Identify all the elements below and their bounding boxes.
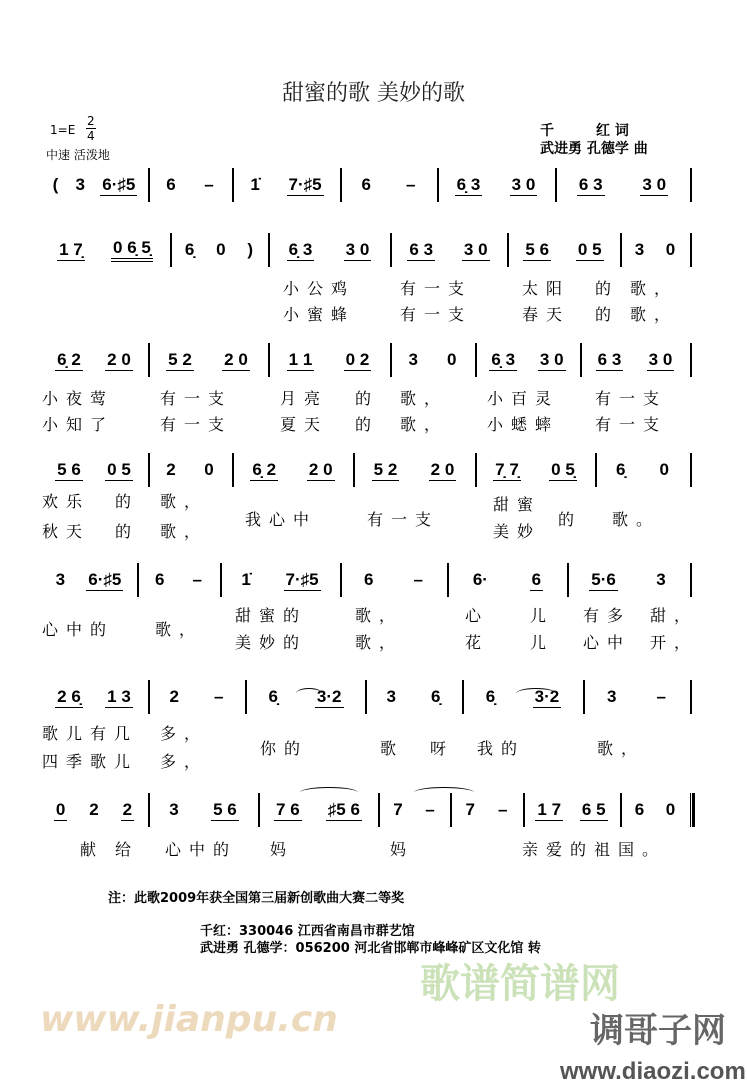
lyric-syllables: 的 bbox=[595, 279, 620, 298]
note-group: 6 3 bbox=[578, 174, 603, 194]
note-group: 6̣ 3 bbox=[491, 349, 516, 369]
measure bbox=[174, 233, 264, 267]
note-group: – bbox=[192, 570, 202, 589]
lyric-syllables: 心中 bbox=[583, 633, 632, 652]
barline bbox=[690, 168, 692, 202]
measure bbox=[44, 793, 144, 827]
measure bbox=[152, 343, 264, 377]
lyric-syllables: 甜蜜 bbox=[493, 495, 542, 514]
barline bbox=[137, 563, 139, 597]
lyric-syllables: 歌， bbox=[400, 415, 449, 434]
lyric-syllables: 美妙 bbox=[493, 522, 542, 541]
note-group: 0 bbox=[665, 240, 676, 259]
barline bbox=[268, 343, 270, 377]
note-group: 3 0 bbox=[539, 349, 564, 369]
song-title: 甜蜜的歌 美妙的歌 bbox=[282, 81, 465, 106]
barline bbox=[232, 453, 234, 487]
measure bbox=[527, 793, 616, 827]
barline bbox=[232, 168, 234, 202]
note-group: 7·♯5 bbox=[288, 174, 322, 194]
lyric-syllables: 的 bbox=[115, 522, 140, 541]
barline bbox=[620, 233, 622, 267]
note-group: 3 bbox=[607, 687, 617, 706]
lyric-syllables: 亲爱的祖国。 bbox=[522, 840, 667, 859]
lyric-syllables: 呀 bbox=[430, 739, 455, 758]
lyric-syllables: 的 bbox=[355, 415, 380, 434]
barline bbox=[462, 680, 464, 714]
lyric-syllables: 有一支 bbox=[400, 305, 473, 324]
barline bbox=[148, 343, 150, 377]
barline bbox=[353, 453, 355, 487]
barline bbox=[268, 233, 270, 267]
lyric-syllables: 心中的 bbox=[42, 620, 115, 639]
lyric-syllables: 小知了 bbox=[42, 415, 115, 434]
note-group: 5 6 bbox=[525, 239, 550, 259]
measure bbox=[441, 168, 551, 202]
watermark-site-url: www.diaozi.com bbox=[560, 1058, 746, 1085]
lyric-syllables: 有一支 bbox=[367, 510, 440, 529]
note-group: 2 0 bbox=[430, 459, 455, 479]
barline bbox=[148, 168, 150, 202]
note-group: 0 2 bbox=[345, 349, 370, 369]
measure bbox=[44, 680, 144, 714]
lyric-syllables: 歌， bbox=[597, 739, 646, 758]
lyric-syllables: 有一支 bbox=[160, 415, 233, 434]
note-group: 6̣ 2 bbox=[57, 349, 81, 369]
lyric-syllables: 多， bbox=[160, 752, 209, 771]
lyric-syllables: 歌， bbox=[630, 279, 679, 298]
measure bbox=[44, 453, 144, 487]
lyricist-credit: 千 红 词 bbox=[540, 123, 629, 139]
note-group: 0 bbox=[55, 799, 66, 819]
note-group: 6 3 bbox=[409, 239, 434, 259]
address-lyricist: 千红：330046 江西省南昌市群艺馆 bbox=[200, 924, 415, 939]
lyric-syllables: 春天 bbox=[522, 305, 571, 324]
barline bbox=[690, 680, 692, 714]
barline bbox=[475, 453, 477, 487]
lyric-syllables: 歌， bbox=[355, 606, 404, 625]
note-group: 6̣ bbox=[268, 687, 278, 706]
note-group: 7 bbox=[465, 800, 475, 819]
measure bbox=[272, 343, 386, 377]
watermark-site-logo: 调哥子网 bbox=[590, 1011, 726, 1051]
note-group: 6·♯5 bbox=[102, 174, 136, 194]
note-group: 1̇ bbox=[241, 570, 251, 589]
lyric-syllables: 歌。 bbox=[612, 510, 661, 529]
slur-tie bbox=[414, 787, 474, 798]
barline bbox=[690, 563, 692, 597]
barline bbox=[170, 233, 172, 267]
tempo-marking: 中速 活泼地 bbox=[46, 148, 110, 162]
note-group: 3·2 bbox=[534, 686, 560, 706]
barline bbox=[690, 453, 692, 487]
lyric-syllables: 花 bbox=[465, 633, 490, 652]
note-group: 2 0 bbox=[224, 349, 248, 369]
barline bbox=[567, 563, 569, 597]
measure bbox=[369, 680, 458, 714]
note-group: 6 bbox=[155, 570, 165, 589]
lyric-syllables: 多， bbox=[160, 724, 209, 743]
barline bbox=[523, 793, 525, 827]
lyric-syllables: 的 bbox=[115, 492, 140, 511]
lyric-syllables: 小蜜蜂 bbox=[283, 305, 356, 324]
lyric-syllables: 我心中 bbox=[245, 510, 318, 529]
measure bbox=[599, 453, 686, 487]
note-group: 6 bbox=[166, 175, 176, 194]
measure bbox=[224, 563, 336, 597]
note-group: 3 bbox=[408, 350, 418, 369]
measure bbox=[272, 233, 386, 267]
barline bbox=[220, 563, 222, 597]
lyric-syllables: 月亮 bbox=[280, 389, 329, 408]
note-group: 0 5 bbox=[107, 459, 131, 479]
measure bbox=[152, 168, 228, 202]
lyric-syllables: 妈 bbox=[270, 840, 295, 859]
note-group: 6̣ bbox=[616, 460, 626, 479]
note-group: 5 6 bbox=[57, 459, 81, 479]
barline bbox=[690, 233, 692, 267]
time-signature bbox=[86, 114, 96, 143]
lyric-syllables: 的 bbox=[558, 510, 583, 529]
note-group: – bbox=[498, 800, 508, 819]
barline bbox=[390, 233, 392, 267]
note-group: 1 7 bbox=[537, 799, 562, 819]
lyric-syllables: 歌儿有几 bbox=[42, 724, 139, 743]
barline bbox=[148, 453, 150, 487]
note-group: 0 5̣ bbox=[551, 459, 575, 479]
measure bbox=[454, 793, 519, 827]
barline bbox=[390, 343, 392, 377]
note-group: 1 7̣ bbox=[59, 239, 83, 259]
slur-tie bbox=[300, 787, 358, 798]
barline bbox=[620, 793, 622, 827]
measure bbox=[624, 233, 686, 267]
note-group: 5·6 bbox=[591, 569, 616, 589]
measure bbox=[44, 233, 166, 267]
note-group: ( bbox=[52, 175, 59, 194]
measure bbox=[451, 563, 563, 597]
barline bbox=[555, 168, 557, 202]
note-group: 3 bbox=[169, 800, 179, 819]
note-group: 6 bbox=[634, 800, 645, 819]
barline bbox=[447, 563, 449, 597]
note-group: 3 0 bbox=[511, 174, 536, 194]
lyric-syllables: 歌， bbox=[160, 522, 209, 541]
note-group: 7 bbox=[393, 800, 403, 819]
measure bbox=[236, 168, 336, 202]
barline bbox=[595, 453, 597, 487]
lyric-syllables: 心 bbox=[465, 606, 490, 625]
note-group: 6·♯5 bbox=[88, 569, 122, 589]
lyric-syllables: 甜蜜的 bbox=[235, 606, 308, 625]
note-group: 3 0 bbox=[648, 349, 673, 369]
barline bbox=[245, 680, 247, 714]
note-group: 2 6̣ bbox=[57, 686, 81, 706]
watermark-logo: 歌谱简谱网 bbox=[420, 961, 620, 1007]
note-group: 6̣ bbox=[431, 687, 441, 706]
lyric-syllables: 你的 bbox=[260, 739, 309, 758]
note-group: 3 bbox=[634, 240, 645, 259]
lyric-syllables: 有一支 bbox=[595, 415, 668, 434]
barline bbox=[258, 793, 260, 827]
measure bbox=[44, 343, 144, 377]
note-group: 5 6 bbox=[213, 799, 237, 819]
lyric-syllables: 太阳 bbox=[522, 279, 571, 298]
lyric-syllables: 歌， bbox=[400, 389, 449, 408]
note-group: – bbox=[656, 687, 666, 706]
measure bbox=[511, 233, 616, 267]
award-note: 注：此歌2009年获全国第三届新创歌曲大赛二等奖 bbox=[108, 891, 405, 906]
note-group: 6· bbox=[472, 570, 488, 589]
note-group: 7 6 bbox=[276, 799, 300, 819]
note-group: 2 0 bbox=[308, 459, 333, 479]
barline bbox=[148, 680, 150, 714]
lyric-syllables: 秋天 bbox=[42, 522, 91, 541]
lyric-syllables: 献 bbox=[80, 840, 105, 859]
address-composers: 武进勇 孔德学：056200 河北省邯郸市峰峰矿区文化馆 转 bbox=[200, 941, 541, 956]
note-group: 3 0 bbox=[463, 239, 488, 259]
note-group: ♯5 6 bbox=[327, 799, 360, 819]
barline bbox=[378, 793, 380, 827]
note-group: 6̣ 3 bbox=[288, 239, 313, 259]
lyric-syllables: 美妙的 bbox=[235, 633, 308, 652]
barline bbox=[507, 233, 509, 267]
note-group: 2 bbox=[89, 800, 99, 819]
measure bbox=[559, 168, 686, 202]
barline bbox=[583, 680, 585, 714]
key-signature: 1=E bbox=[50, 123, 76, 137]
lyric-syllables: 小公鸡 bbox=[283, 279, 356, 298]
composer-credit: 武进勇 孔德学 曲 bbox=[540, 141, 648, 157]
measure bbox=[584, 343, 686, 377]
note-group: – bbox=[214, 687, 224, 706]
measure bbox=[152, 453, 228, 487]
time-bottom: 4 bbox=[87, 129, 95, 143]
measure bbox=[344, 168, 433, 202]
measure bbox=[479, 343, 576, 377]
note-group: 2 bbox=[122, 799, 133, 819]
lyric-syllables: 有一支 bbox=[160, 389, 233, 408]
measure bbox=[394, 233, 503, 267]
measure bbox=[152, 793, 254, 827]
note-group: – bbox=[413, 570, 423, 589]
note-group: 0 bbox=[216, 240, 226, 259]
lyric-syllables: 的 bbox=[355, 389, 380, 408]
lyric-syllables: 歌， bbox=[355, 633, 404, 652]
note-group: 7·♯5 bbox=[285, 569, 319, 589]
measure bbox=[141, 563, 216, 597]
note-group: 3 bbox=[656, 570, 666, 589]
note-group: 0 bbox=[204, 460, 214, 479]
note-group: 6̣ bbox=[485, 687, 496, 706]
lyric-syllables: 甜， bbox=[650, 606, 699, 625]
note-group: 5 2 bbox=[168, 349, 192, 369]
note-group: 6 bbox=[531, 569, 542, 589]
measure bbox=[344, 563, 443, 597]
lyric-syllables: 欢乐 bbox=[42, 492, 91, 511]
lyric-syllables: 心中的 bbox=[165, 840, 238, 859]
measure bbox=[479, 453, 591, 487]
note-group: 6̣ bbox=[184, 240, 195, 259]
lyric-syllables: 小百灵 bbox=[487, 389, 560, 408]
lyric-syllables: 有一支 bbox=[400, 279, 473, 298]
lyric-syllables: 小蟋蟀 bbox=[487, 415, 560, 434]
lyric-syllables: 儿 bbox=[530, 633, 555, 652]
lyric-syllables: 歌， bbox=[160, 492, 209, 511]
barline bbox=[340, 168, 342, 202]
slur-tie bbox=[296, 688, 322, 699]
barline bbox=[580, 343, 582, 377]
lyric-syllables: 我的 bbox=[477, 739, 526, 758]
note-group: – bbox=[204, 175, 214, 194]
note-group: 0 bbox=[447, 350, 457, 369]
note-group: 3·2 bbox=[316, 686, 342, 706]
note-group: 1 3 bbox=[107, 686, 131, 706]
note-group: 5 2 bbox=[373, 459, 398, 479]
lyric-syllables: 有一支 bbox=[595, 389, 668, 408]
measure bbox=[152, 680, 241, 714]
note-group: 6 bbox=[364, 570, 374, 589]
barline bbox=[690, 343, 692, 377]
note-group: 3 bbox=[75, 175, 86, 194]
barline bbox=[450, 793, 452, 827]
note-group: 6 5 bbox=[581, 799, 606, 819]
lyric-syllables: 歌， bbox=[155, 620, 204, 639]
measure bbox=[394, 343, 471, 377]
measure bbox=[44, 168, 144, 202]
note-group: 6 bbox=[361, 175, 371, 194]
note-group: – bbox=[406, 175, 416, 194]
lyric-syllables: 有多 bbox=[583, 606, 632, 625]
barline bbox=[475, 343, 477, 377]
lyric-syllables: 小夜莺 bbox=[42, 389, 115, 408]
measure bbox=[44, 563, 133, 597]
lyric-syllables: 妈 bbox=[390, 840, 415, 859]
lyric-syllables: 开， bbox=[650, 633, 699, 652]
note-group: 1̇ bbox=[250, 175, 260, 194]
note-group: 6̣ 2 bbox=[252, 459, 277, 479]
measure bbox=[571, 563, 686, 597]
note-group: 6 3 bbox=[597, 349, 622, 369]
note-group: 3 0 bbox=[642, 174, 667, 194]
measure bbox=[236, 453, 349, 487]
note-group: 3 bbox=[386, 687, 396, 706]
measure bbox=[357, 453, 471, 487]
lyric-syllables: 给 bbox=[115, 840, 140, 859]
lyric-syllables: 的 bbox=[595, 305, 620, 324]
lyric-syllables: 四季歌儿 bbox=[42, 752, 139, 771]
note-group: 1 1 bbox=[288, 349, 313, 369]
note-group: 0 bbox=[665, 800, 676, 819]
slur-tie bbox=[516, 688, 556, 699]
barline bbox=[340, 563, 342, 597]
time-top: 2 bbox=[87, 114, 95, 128]
watermark-url: www.jianpu.cn bbox=[40, 999, 338, 1040]
note-group: 3 0 bbox=[345, 239, 370, 259]
measure bbox=[624, 793, 686, 827]
barline bbox=[148, 793, 150, 827]
note-group: 2 bbox=[166, 460, 176, 479]
note-group: ) bbox=[247, 240, 254, 259]
note-group: – bbox=[425, 800, 435, 819]
note-group: 0 6̣ 5̣ bbox=[111, 238, 153, 262]
note-group: 2 bbox=[169, 687, 179, 706]
lyric-syllables: 歌， bbox=[630, 305, 679, 324]
measure bbox=[262, 793, 374, 827]
measure bbox=[587, 680, 686, 714]
note-group: 6̣ 3 bbox=[456, 174, 481, 194]
barline bbox=[365, 680, 367, 714]
note-group: 2 0 bbox=[107, 349, 131, 369]
lyric-syllables: 儿 bbox=[530, 606, 555, 625]
measure bbox=[382, 793, 446, 827]
barline bbox=[437, 168, 439, 202]
lyric-syllables: 歌 bbox=[380, 739, 405, 758]
note-group: 0 5 bbox=[577, 239, 602, 259]
final-barline bbox=[690, 793, 695, 827]
note-group: 7̣ 7̣ bbox=[495, 459, 519, 479]
lyric-syllables: 夏天 bbox=[280, 415, 329, 434]
note-group: 3 bbox=[55, 570, 66, 589]
note-group: 0 bbox=[659, 460, 669, 479]
